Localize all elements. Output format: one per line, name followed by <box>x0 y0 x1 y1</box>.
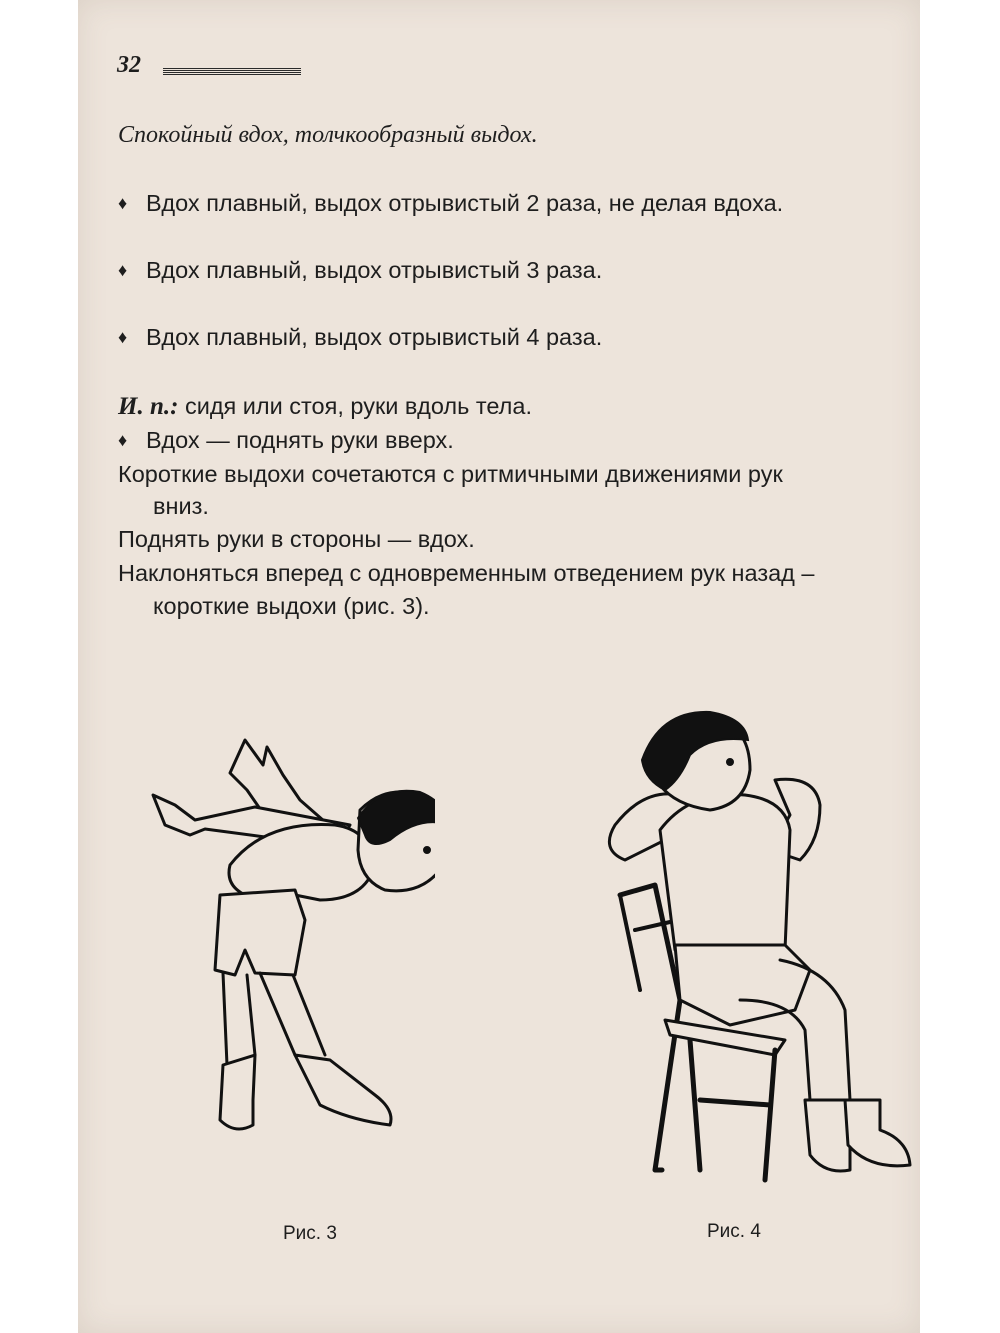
bullet-line-2 <box>118 253 908 287</box>
seated-child-illustration <box>580 700 915 1190</box>
figure-caption: Рис. 3 <box>283 1223 337 1244</box>
starting-position-text: сидя или стоя, руки вдоль тела. <box>178 393 532 419</box>
bending-child-illustration <box>135 725 435 1170</box>
bullet-line-4 <box>118 423 908 457</box>
bullet-line-3 <box>118 320 908 354</box>
page-number: 32 <box>117 52 141 78</box>
exercise-heading: Спокойный вдох, толчкообразный выдох. <box>118 122 538 148</box>
starting-position-label: И. п.: <box>118 393 179 420</box>
paragraph-line: Наклоняться вперед с одновременным отведением рук назад – <box>118 560 815 586</box>
paragraph-line: Поднять руки в стороны — вдох. <box>118 526 475 552</box>
paragraph-line: вниз. <box>153 493 209 519</box>
paragraph-line: короткие выдохи (рис. 3). <box>153 593 430 619</box>
bullet-text: Вдох плавный, выдох отрывистый 3 раза. <box>146 257 603 283</box>
bullet-text: Вдох — поднять руки вверх. <box>146 427 454 453</box>
bullet-text: Вдох плавный, выдох отрывистый 4 раза. <box>146 324 603 350</box>
bullet-text: Вдох плавный, выдох отрывистый 2 раза, не делая вдоха. <box>146 190 784 216</box>
paragraph-line: Короткие выдохи сочетаются с ритмичными движениями рук <box>118 461 783 487</box>
figure-caption: Рис. 4 <box>707 1221 761 1242</box>
header-rule <box>163 68 301 75</box>
starting-position-line <box>118 389 908 424</box>
bullet-line-1 <box>118 186 908 220</box>
